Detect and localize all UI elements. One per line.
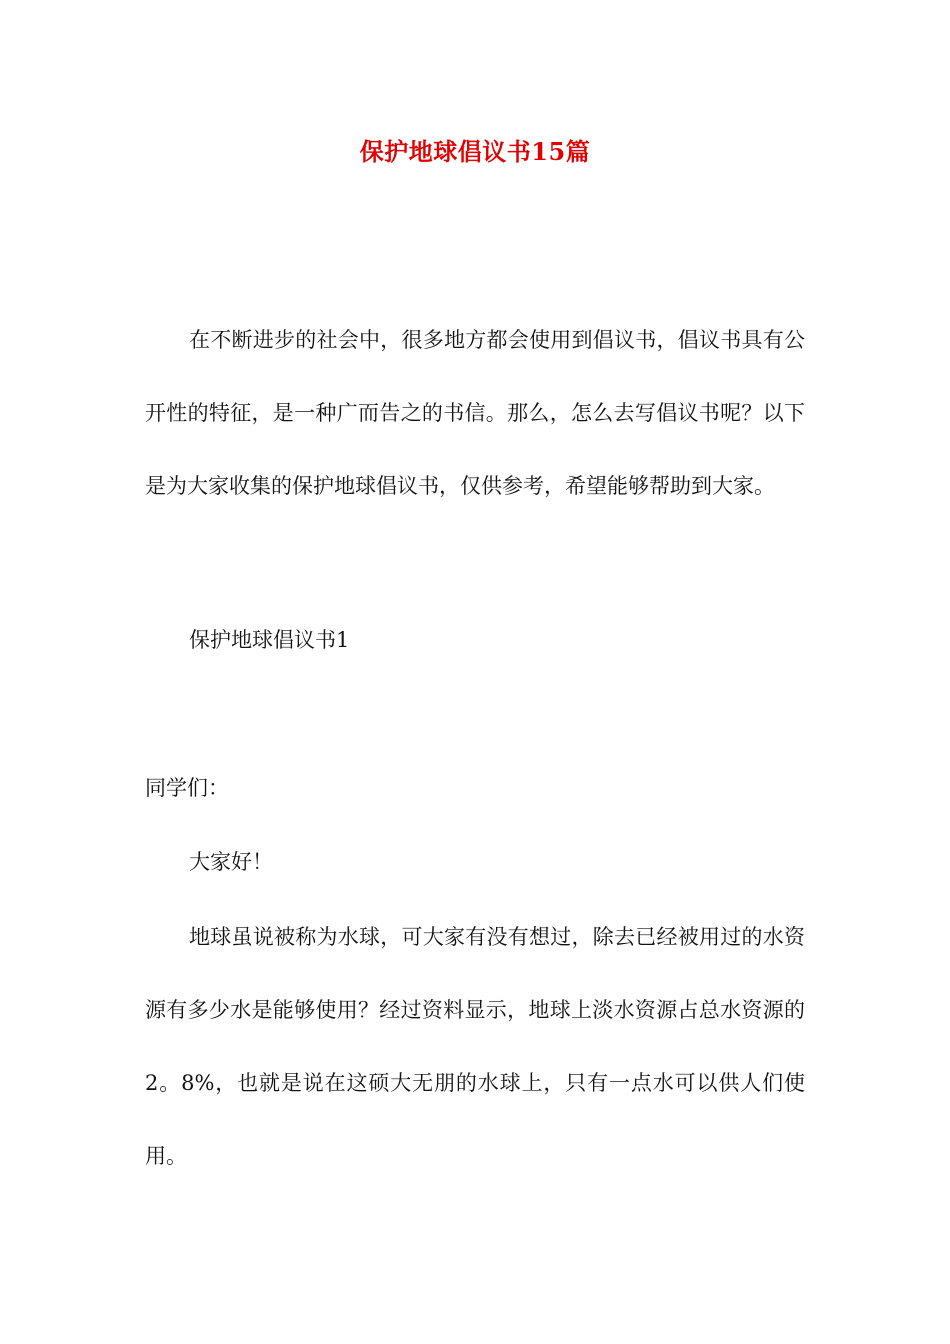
salutation: 同学们：	[145, 776, 229, 800]
intro-paragraph: 在不断进步的社会中，很多地方都会使用到倡议书，倡议书具有公开性的特征，是一种广而告之的书信。那么，怎么去写倡议书呢？以下是为大家收集的保护地球倡议书，仅供参考，希望能够帮助到大家。	[145, 328, 805, 498]
section-heading: 保护地球倡议书1	[189, 628, 350, 652]
greeting: 大家好！	[189, 850, 273, 874]
document-title: 保护地球倡议书15篇	[359, 137, 591, 166]
body-paragraph: 地球虽说被称为水球，可大家有没有想过，除去已经被用过的水资源有多少水是能够使用？经过资料显示，地球上淡水资源占总水资源的2。8%，也就是说在这硕大无朋的水球上，只有一点水可以供人们使用。	[145, 925, 805, 1168]
